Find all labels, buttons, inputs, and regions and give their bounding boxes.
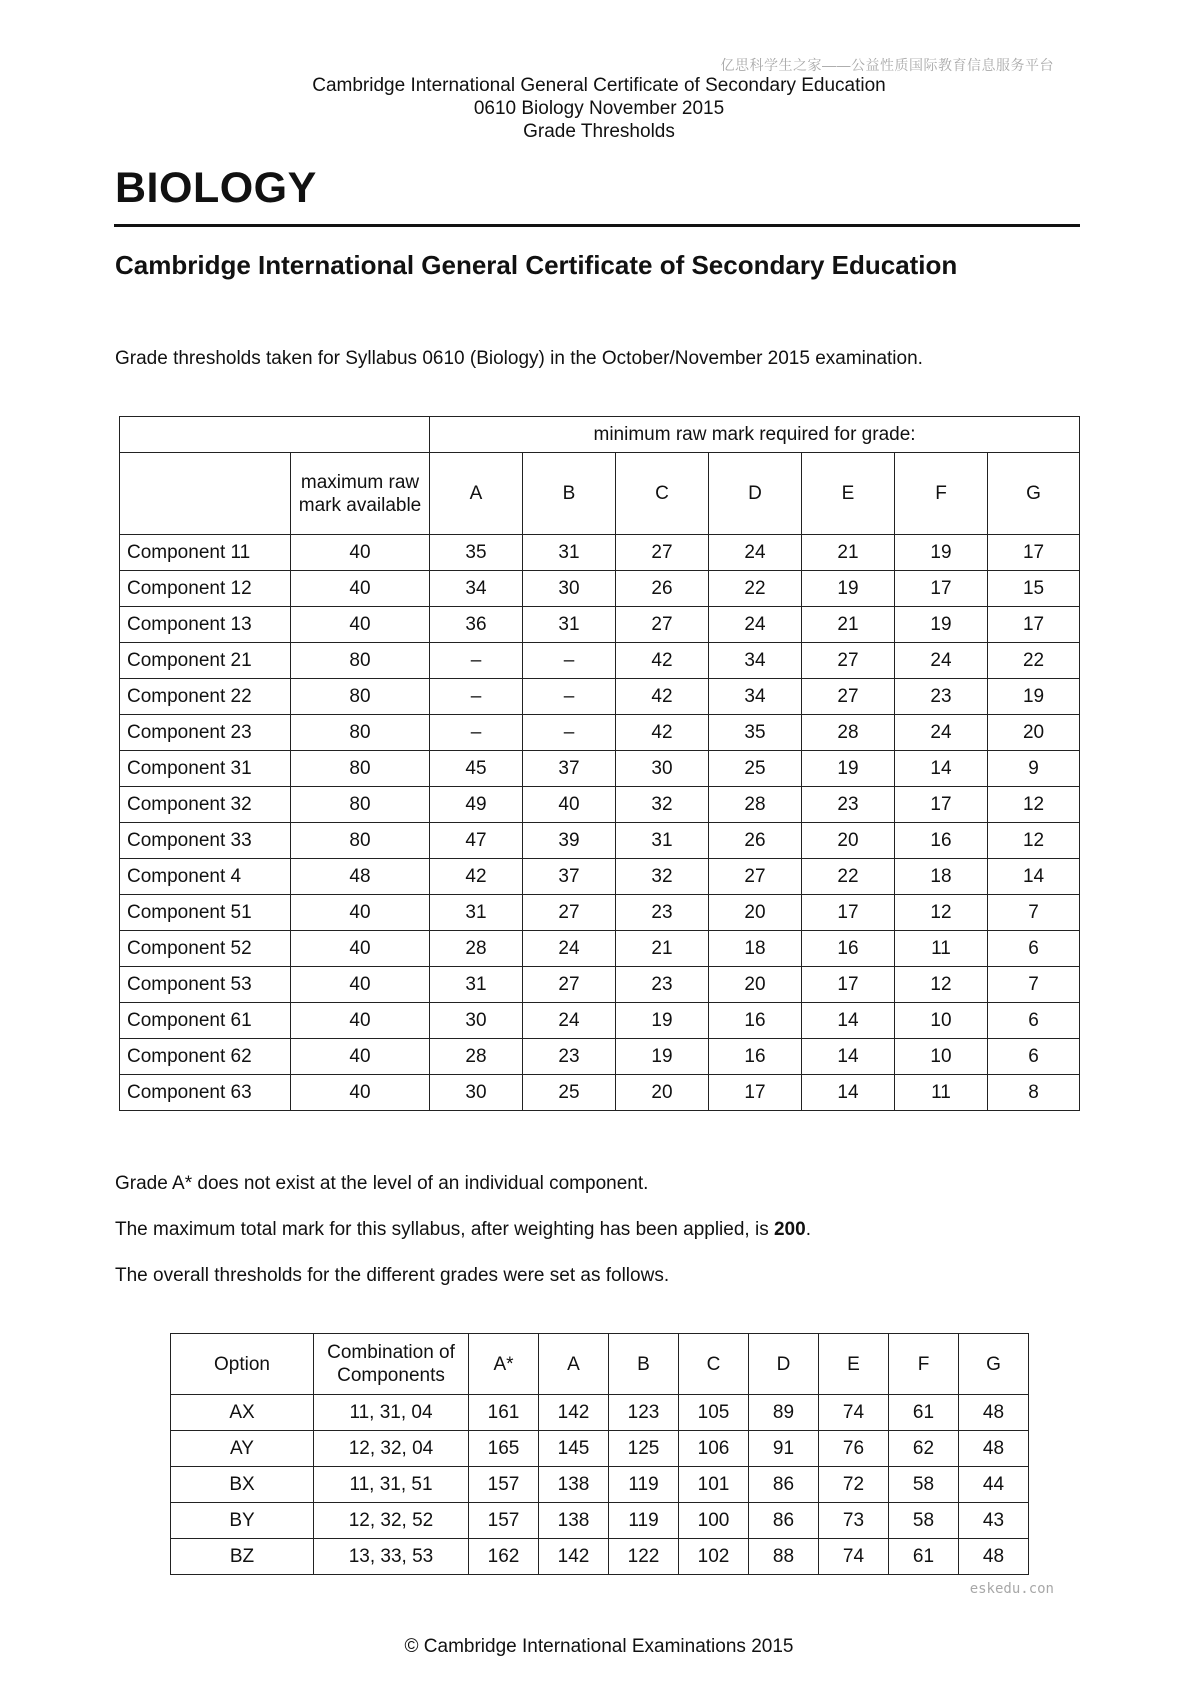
table-row	[120, 535, 1080, 571]
grade-threshold: 125	[609, 1431, 679, 1467]
grade-mark: 35	[430, 535, 523, 571]
page-subtitle: Cambridge International General Certificate of Secondary Education	[115, 250, 958, 280]
component-combination: 11, 31, 04	[314, 1395, 469, 1431]
grade-header: C	[616, 453, 709, 535]
table-row	[120, 571, 1080, 607]
max-mark: 80	[291, 823, 430, 859]
grade-threshold: 44	[959, 1467, 1029, 1503]
grade-mark: 14	[802, 1039, 895, 1075]
grade-mark: 14	[988, 859, 1080, 895]
max-mark: 80	[291, 715, 430, 751]
grade-threshold: 58	[889, 1467, 959, 1503]
blank-header-cell	[120, 417, 430, 453]
grade-threshold: 122	[609, 1539, 679, 1575]
blank-header-cell	[120, 453, 291, 535]
option-header: Option	[171, 1334, 314, 1395]
component-name: Component 62	[120, 1039, 291, 1075]
grade-header: A*	[469, 1334, 539, 1395]
max-mark: 80	[291, 679, 430, 715]
component-name: Component 63	[120, 1075, 291, 1111]
grade-threshold: 138	[539, 1467, 609, 1503]
grade-mark: 9	[988, 751, 1080, 787]
component-combination: 12, 32, 04	[314, 1431, 469, 1467]
grade-mark: 24	[523, 931, 616, 967]
grade-threshold: 62	[889, 1431, 959, 1467]
grade-header: A	[430, 453, 523, 535]
grade-mark: 28	[802, 715, 895, 751]
component-name: Component 33	[120, 823, 291, 859]
grade-threshold: 76	[819, 1431, 889, 1467]
grade-mark: 17	[988, 607, 1080, 643]
table-row	[120, 715, 1080, 751]
component-combination: 11, 31, 51	[314, 1467, 469, 1503]
grade-mark: 6	[988, 931, 1080, 967]
max-mark: 80	[291, 751, 430, 787]
grade-threshold: 106	[679, 1431, 749, 1467]
grade-header: D	[709, 453, 802, 535]
grade-threshold: 89	[749, 1395, 819, 1431]
page-title: BIOLOGY	[115, 164, 317, 212]
grade-mark: 17	[802, 967, 895, 1003]
grade-threshold: 165	[469, 1431, 539, 1467]
grade-mark: 27	[523, 967, 616, 1003]
max-mark: 80	[291, 643, 430, 679]
grade-mark: 16	[895, 823, 988, 859]
grade-mark: 10	[895, 1003, 988, 1039]
grade-mark: 19	[895, 535, 988, 571]
grade-mark: 31	[523, 535, 616, 571]
title-divider	[114, 224, 1080, 227]
grade-mark: 14	[802, 1075, 895, 1111]
grade-header: G	[959, 1334, 1029, 1395]
grade-mark: 27	[616, 607, 709, 643]
grade-mark: 31	[430, 895, 523, 931]
component-combination: 13, 33, 53	[314, 1539, 469, 1575]
grade-mark: 20	[802, 823, 895, 859]
grade-mark: 17	[895, 787, 988, 823]
grade-threshold: 61	[889, 1539, 959, 1575]
grade-threshold: 86	[749, 1503, 819, 1539]
grade-mark: 17	[709, 1075, 802, 1111]
grade-threshold: 91	[749, 1431, 819, 1467]
grade-mark: 30	[523, 571, 616, 607]
grade-mark: 42	[616, 643, 709, 679]
component-name: Component 12	[120, 571, 291, 607]
table-row	[171, 1395, 1029, 1431]
grade-mark: 35	[709, 715, 802, 751]
grade-mark: 34	[709, 643, 802, 679]
grade-mark: 23	[616, 967, 709, 1003]
grade-mark: 30	[616, 751, 709, 787]
grade-threshold: 48	[959, 1431, 1029, 1467]
grade-mark: 25	[709, 751, 802, 787]
max-mark: 40	[291, 535, 430, 571]
grade-mark: 24	[523, 1003, 616, 1039]
max-mark: 40	[291, 1039, 430, 1075]
grade-mark: 26	[709, 823, 802, 859]
grade-mark: 19	[616, 1039, 709, 1075]
grade-mark: 49	[430, 787, 523, 823]
grade-mark: 24	[895, 643, 988, 679]
grade-mark: 21	[616, 931, 709, 967]
grade-threshold: 48	[959, 1395, 1029, 1431]
grade-mark: 21	[802, 607, 895, 643]
table-row	[120, 967, 1080, 1003]
grade-threshold: 48	[959, 1539, 1029, 1575]
component-name: Component 31	[120, 751, 291, 787]
grade-threshold: 73	[819, 1503, 889, 1539]
grade-mark: 23	[802, 787, 895, 823]
max-mark-header: maximum raw mark available	[291, 453, 430, 535]
component-name: Component 22	[120, 679, 291, 715]
grade-mark: 12	[988, 823, 1080, 859]
grade-mark: 11	[895, 931, 988, 967]
grade-mark: 19	[802, 571, 895, 607]
grade-mark: 24	[895, 715, 988, 751]
grade-mark: 11	[895, 1075, 988, 1111]
component-name: Component 61	[120, 1003, 291, 1039]
grade-mark: 31	[523, 607, 616, 643]
copyright-footer: © Cambridge International Examinations 2015	[404, 1636, 794, 1657]
grade-mark: 34	[709, 679, 802, 715]
overall-thresholds-table	[170, 1333, 1029, 1575]
table-row	[120, 787, 1080, 823]
grade-mark: 16	[709, 1003, 802, 1039]
grade-mark: 19	[988, 679, 1080, 715]
grade-header: D	[749, 1334, 819, 1395]
grade-mark: 37	[523, 751, 616, 787]
note-max-value: 200	[773, 1219, 806, 1240]
grade-mark: 7	[988, 967, 1080, 1003]
note-max-total	[115, 1219, 811, 1241]
max-mark: 40	[291, 607, 430, 643]
grade-mark: 28	[430, 931, 523, 967]
grade-mark: 27	[616, 535, 709, 571]
note-max-suffix: .	[805, 1219, 811, 1240]
grade-mark: 37	[523, 859, 616, 895]
max-mark: 40	[291, 1003, 430, 1039]
option-code: BY	[171, 1503, 314, 1539]
grade-threshold: 142	[539, 1539, 609, 1575]
grade-mark: 27	[802, 643, 895, 679]
grade-mark: 8	[988, 1075, 1080, 1111]
option-code: BX	[171, 1467, 314, 1503]
grade-mark: 25	[523, 1075, 616, 1111]
grade-threshold: 58	[889, 1503, 959, 1539]
grade-mark: 27	[802, 679, 895, 715]
grade-mark: 36	[430, 607, 523, 643]
table-row	[120, 679, 1080, 715]
grade-mark: 24	[709, 535, 802, 571]
component-name: Component 53	[120, 967, 291, 1003]
grade-mark: 18	[895, 859, 988, 895]
component-combination: 12, 32, 52	[314, 1503, 469, 1539]
grade-mark: 19	[895, 607, 988, 643]
watermark-top: 亿思科学生之家——公益性质国际教育信息服务平台	[720, 57, 1054, 73]
grade-mark: 47	[430, 823, 523, 859]
grade-mark: 17	[895, 571, 988, 607]
grade-threshold: 119	[609, 1467, 679, 1503]
grade-mark: 17	[802, 895, 895, 931]
grade-threshold: 142	[539, 1395, 609, 1431]
max-mark: 40	[291, 571, 430, 607]
note-max-prefix: The maximum total mark for this syllabus, after weighting has been applied, is	[115, 1219, 774, 1240]
grade-threshold: 74	[819, 1539, 889, 1575]
grade-header: B	[523, 453, 616, 535]
header-line-2: 0610 Biology November 2015	[473, 98, 725, 119]
max-mark: 48	[291, 859, 430, 895]
grade-threshold: 61	[889, 1395, 959, 1431]
grade-threshold: 43	[959, 1503, 1029, 1539]
grade-mark: 23	[616, 895, 709, 931]
grade-mark: 42	[616, 715, 709, 751]
component-name: Component 21	[120, 643, 291, 679]
grade-threshold: 157	[469, 1503, 539, 1539]
grade-mark: 27	[523, 895, 616, 931]
component-name: Component 32	[120, 787, 291, 823]
table-row	[171, 1539, 1029, 1575]
grade-mark: 28	[709, 787, 802, 823]
grade-header: F	[895, 453, 988, 535]
grade-mark: –	[523, 715, 616, 751]
grade-mark: 26	[616, 571, 709, 607]
grade-mark: 22	[709, 571, 802, 607]
grade-group-header: minimum raw mark required for grade:	[430, 417, 1080, 453]
grade-threshold: 101	[679, 1467, 749, 1503]
grade-mark: 20	[709, 967, 802, 1003]
combination-header: Combination of Components	[314, 1334, 469, 1395]
table-row	[171, 1431, 1029, 1467]
table-row	[120, 823, 1080, 859]
header-line-3: Grade Thresholds	[523, 121, 675, 142]
header-line-1: Cambridge International General Certificate of Secondary Education	[312, 75, 886, 96]
grade-header: E	[819, 1334, 889, 1395]
grade-mark: 24	[709, 607, 802, 643]
max-mark: 40	[291, 931, 430, 967]
grade-mark: 15	[988, 571, 1080, 607]
grade-mark: –	[523, 679, 616, 715]
grade-mark: 12	[895, 967, 988, 1003]
grade-mark: 14	[802, 1003, 895, 1039]
grade-mark: 23	[895, 679, 988, 715]
watermark-bottom: eskedu.con	[969, 1581, 1054, 1597]
grade-mark: 6	[988, 1039, 1080, 1075]
grade-threshold: 145	[539, 1431, 609, 1467]
grade-mark: 30	[430, 1075, 523, 1111]
grade-mark: 19	[802, 751, 895, 787]
grade-mark: 6	[988, 1003, 1080, 1039]
grade-threshold: 72	[819, 1467, 889, 1503]
component-name: Component 51	[120, 895, 291, 931]
grade-mark: 14	[895, 751, 988, 787]
table-row	[120, 1039, 1080, 1075]
grade-header: G	[988, 453, 1080, 535]
grade-threshold: 105	[679, 1395, 749, 1431]
option-code: BZ	[171, 1539, 314, 1575]
component-name: Component 4	[120, 859, 291, 895]
grade-mark: 16	[709, 1039, 802, 1075]
grade-mark: 40	[523, 787, 616, 823]
component-name: Component 11	[120, 535, 291, 571]
component-name: Component 52	[120, 931, 291, 967]
grade-mark: 34	[430, 571, 523, 607]
grade-threshold: 162	[469, 1539, 539, 1575]
table-row	[120, 643, 1080, 679]
grade-mark: 22	[988, 643, 1080, 679]
grade-mark: 32	[616, 787, 709, 823]
grade-threshold: 86	[749, 1467, 819, 1503]
grade-mark: 28	[430, 1039, 523, 1075]
component-name: Component 23	[120, 715, 291, 751]
table-row	[120, 1075, 1080, 1111]
grade-mark: 18	[709, 931, 802, 967]
grade-mark: 31	[430, 967, 523, 1003]
option-code: AX	[171, 1395, 314, 1431]
grade-header: A	[539, 1334, 609, 1395]
table-row	[171, 1503, 1029, 1539]
grade-threshold: 100	[679, 1503, 749, 1539]
component-name: Component 13	[120, 607, 291, 643]
grade-threshold: 119	[609, 1503, 679, 1539]
grade-mark: 32	[616, 859, 709, 895]
grade-header: F	[889, 1334, 959, 1395]
max-mark: 40	[291, 895, 430, 931]
table-row	[120, 607, 1080, 643]
max-mark: 40	[291, 967, 430, 1003]
max-mark: 80	[291, 787, 430, 823]
table-row	[171, 1467, 1029, 1503]
grade-header: E	[802, 453, 895, 535]
grade-mark: 20	[709, 895, 802, 931]
table-row	[120, 931, 1080, 967]
max-mark: 40	[291, 1075, 430, 1111]
grade-threshold: 102	[679, 1539, 749, 1575]
note-astar: Grade A* does not exist at the level of an individual component.	[115, 1173, 649, 1194]
table-row	[120, 859, 1080, 895]
grade-mark: 30	[430, 1003, 523, 1039]
grade-mark: 19	[616, 1003, 709, 1039]
grade-mark: 42	[430, 859, 523, 895]
grade-mark: –	[430, 643, 523, 679]
grade-mark: 31	[616, 823, 709, 859]
grade-threshold: 157	[469, 1467, 539, 1503]
grade-mark: 7	[988, 895, 1080, 931]
grade-mark: 12	[988, 787, 1080, 823]
grade-mark: 16	[802, 931, 895, 967]
grade-mark: –	[430, 679, 523, 715]
grade-mark: 42	[616, 679, 709, 715]
table-row	[120, 895, 1080, 931]
grade-threshold: 74	[819, 1395, 889, 1431]
grade-threshold: 138	[539, 1503, 609, 1539]
grade-mark: 21	[802, 535, 895, 571]
grade-threshold: 88	[749, 1539, 819, 1575]
intro-text: Grade thresholds taken for Syllabus 0610 (Biology) in the October/November 2015 examination.	[115, 348, 923, 369]
grade-mark: –	[430, 715, 523, 751]
grade-mark: 22	[802, 859, 895, 895]
grade-mark: 23	[523, 1039, 616, 1075]
grade-mark: 20	[616, 1075, 709, 1111]
note-overall: The overall thresholds for the different grades were set as follows.	[115, 1265, 670, 1286]
grade-threshold: 161	[469, 1395, 539, 1431]
grade-mark: –	[523, 643, 616, 679]
grade-mark: 45	[430, 751, 523, 787]
grade-mark: 12	[895, 895, 988, 931]
grade-mark: 20	[988, 715, 1080, 751]
grade-mark: 39	[523, 823, 616, 859]
option-code: AY	[171, 1431, 314, 1467]
grade-mark: 10	[895, 1039, 988, 1075]
grade-mark: 27	[709, 859, 802, 895]
grade-mark: 17	[988, 535, 1080, 571]
component-thresholds-table	[119, 416, 1080, 1111]
grade-header: B	[609, 1334, 679, 1395]
table-row	[120, 1003, 1080, 1039]
table-row	[120, 751, 1080, 787]
grade-threshold: 123	[609, 1395, 679, 1431]
grade-header: C	[679, 1334, 749, 1395]
